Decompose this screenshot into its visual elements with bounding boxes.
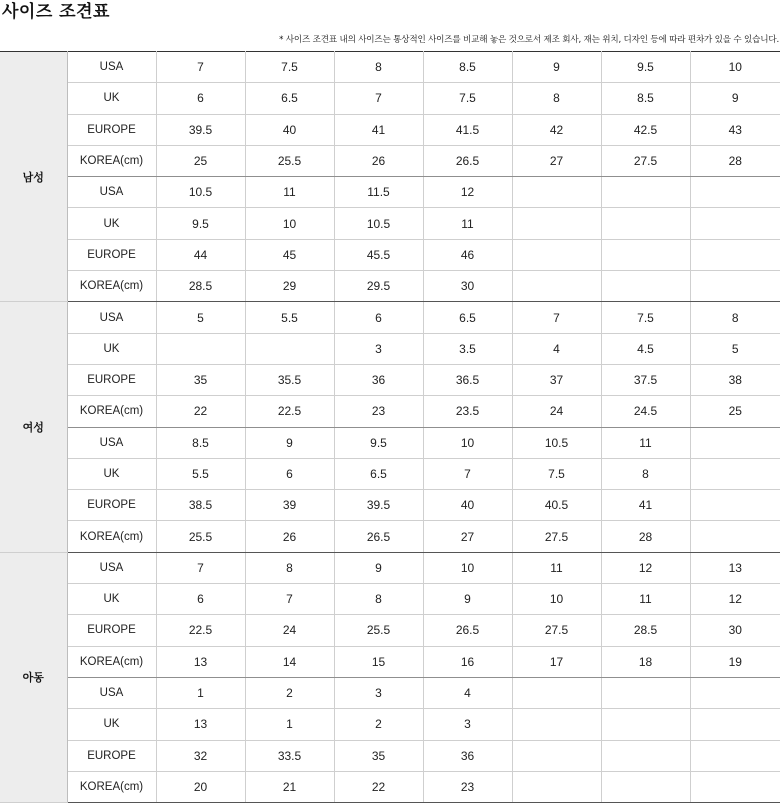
size-value-cell: 6.5 xyxy=(245,83,334,114)
size-value-cell xyxy=(512,771,601,802)
size-value-cell: 20 xyxy=(156,771,245,802)
size-system-label: KOREA(cm) xyxy=(67,521,156,552)
size-value-cell: 9.5 xyxy=(601,52,690,83)
size-value-cell xyxy=(512,208,601,239)
size-value-cell: 28.5 xyxy=(601,615,690,646)
size-value-cell: 26 xyxy=(334,145,423,176)
size-value-cell: 22.5 xyxy=(245,396,334,427)
size-value-cell: 3 xyxy=(334,333,423,364)
size-value-cell: 22 xyxy=(156,396,245,427)
size-value-cell: 40 xyxy=(423,490,512,521)
size-value-cell: 8.5 xyxy=(156,427,245,458)
size-value-cell: 38 xyxy=(690,364,780,395)
size-value-cell: 9.5 xyxy=(156,208,245,239)
table-row xyxy=(0,239,780,270)
table-row xyxy=(0,615,780,646)
size-value-cell: 27 xyxy=(512,145,601,176)
size-value-cell: 42 xyxy=(512,114,601,145)
table-row xyxy=(0,427,780,458)
size-value-cell: 9 xyxy=(423,584,512,615)
size-system-label: KOREA(cm) xyxy=(67,271,156,302)
size-chart-body xyxy=(0,52,780,803)
size-value-cell: 38.5 xyxy=(156,490,245,521)
size-value-cell: 8.5 xyxy=(423,52,512,83)
size-value-cell: 27.5 xyxy=(512,521,601,552)
size-value-cell: 5 xyxy=(690,333,780,364)
size-value-cell: 11 xyxy=(512,552,601,583)
size-system-label: UK xyxy=(67,333,156,364)
size-value-cell: 7 xyxy=(156,552,245,583)
size-value-cell: 10 xyxy=(690,52,780,83)
size-value-cell: 27 xyxy=(423,521,512,552)
size-value-cell: 26 xyxy=(245,521,334,552)
disclaimer-note: * 사이즈 조견표 내의 사이즈는 통상적인 사이즈를 비교해 놓은 것으로서 제조 회사, 재는 위치, 디자인 등에 따라 편차가 있을 수 있습니다. xyxy=(279,35,779,45)
size-value-cell: 13 xyxy=(156,709,245,740)
group-label: 남성 xyxy=(0,52,67,302)
size-value-cell xyxy=(690,458,780,489)
size-system-label: USA xyxy=(67,52,156,83)
size-system-label: UK xyxy=(67,709,156,740)
table-row xyxy=(0,771,780,802)
size-value-cell: 7.5 xyxy=(245,52,334,83)
size-value-cell: 26.5 xyxy=(423,615,512,646)
size-value-cell: 11 xyxy=(423,208,512,239)
page-title: 사이즈 조견표 xyxy=(2,2,110,22)
size-value-cell: 8.5 xyxy=(601,83,690,114)
size-value-cell xyxy=(690,771,780,802)
size-value-cell: 2 xyxy=(334,709,423,740)
table-row xyxy=(0,364,780,395)
size-value-cell xyxy=(690,177,780,208)
size-value-cell: 6 xyxy=(334,302,423,333)
size-value-cell: 26.5 xyxy=(423,145,512,176)
size-value-cell xyxy=(690,521,780,552)
size-value-cell: 35.5 xyxy=(245,364,334,395)
size-value-cell: 30 xyxy=(690,615,780,646)
size-value-cell xyxy=(690,427,780,458)
size-value-cell: 12 xyxy=(601,552,690,583)
size-value-cell: 11 xyxy=(245,177,334,208)
size-value-cell: 32 xyxy=(156,740,245,771)
group-label: 아동 xyxy=(0,552,67,802)
size-value-cell: 11.5 xyxy=(334,177,423,208)
table-row xyxy=(0,177,780,208)
size-value-cell: 3 xyxy=(334,677,423,708)
size-value-cell: 22 xyxy=(334,771,423,802)
size-system-label: USA xyxy=(67,552,156,583)
size-value-cell: 27.5 xyxy=(601,145,690,176)
table-row xyxy=(0,114,780,145)
size-value-cell: 16 xyxy=(423,646,512,677)
size-value-cell: 25 xyxy=(156,145,245,176)
size-value-cell: 35 xyxy=(334,740,423,771)
size-value-cell: 13 xyxy=(690,552,780,583)
size-system-label: USA xyxy=(67,677,156,708)
size-system-label: EUROPE xyxy=(67,364,156,395)
size-value-cell: 7 xyxy=(512,302,601,333)
size-value-cell xyxy=(156,333,245,364)
table-row xyxy=(0,271,780,302)
size-value-cell: 9 xyxy=(690,83,780,114)
size-value-cell: 29.5 xyxy=(334,271,423,302)
size-value-cell: 1 xyxy=(245,709,334,740)
size-value-cell xyxy=(690,271,780,302)
size-value-cell: 11 xyxy=(601,427,690,458)
size-value-cell: 27.5 xyxy=(512,615,601,646)
table-row xyxy=(0,302,780,333)
size-value-cell: 22.5 xyxy=(156,615,245,646)
size-value-cell: 19 xyxy=(690,646,780,677)
table-row xyxy=(0,646,780,677)
size-value-cell: 18 xyxy=(601,646,690,677)
table-row xyxy=(0,740,780,771)
size-value-cell: 1 xyxy=(156,677,245,708)
table-row xyxy=(0,458,780,489)
size-value-cell: 6.5 xyxy=(423,302,512,333)
size-value-cell xyxy=(690,239,780,270)
size-value-cell: 4 xyxy=(512,333,601,364)
size-value-cell: 10 xyxy=(245,208,334,239)
size-value-cell: 5 xyxy=(156,302,245,333)
size-value-cell: 36 xyxy=(334,364,423,395)
size-value-cell: 7.5 xyxy=(512,458,601,489)
size-value-cell xyxy=(690,677,780,708)
size-system-label: UK xyxy=(67,83,156,114)
size-value-cell xyxy=(245,333,334,364)
size-value-cell xyxy=(512,239,601,270)
size-value-cell: 12 xyxy=(690,584,780,615)
size-value-cell: 8 xyxy=(334,52,423,83)
size-system-label: UK xyxy=(67,584,156,615)
size-value-cell: 46 xyxy=(423,239,512,270)
size-value-cell xyxy=(512,709,601,740)
size-value-cell xyxy=(601,271,690,302)
size-value-cell: 10.5 xyxy=(512,427,601,458)
size-value-cell xyxy=(601,677,690,708)
size-value-cell: 33.5 xyxy=(245,740,334,771)
size-value-cell: 13 xyxy=(156,646,245,677)
size-value-cell: 23 xyxy=(423,771,512,802)
size-value-cell xyxy=(690,208,780,239)
size-value-cell: 17 xyxy=(512,646,601,677)
size-system-label: KOREA(cm) xyxy=(67,396,156,427)
size-value-cell: 7 xyxy=(245,584,334,615)
size-value-cell: 28.5 xyxy=(156,271,245,302)
size-value-cell: 45 xyxy=(245,239,334,270)
size-value-cell: 2 xyxy=(245,677,334,708)
size-value-cell xyxy=(690,740,780,771)
size-value-cell: 24 xyxy=(245,615,334,646)
size-system-label: USA xyxy=(67,302,156,333)
size-value-cell xyxy=(512,677,601,708)
size-value-cell: 25.5 xyxy=(334,615,423,646)
size-value-cell: 25.5 xyxy=(245,145,334,176)
size-value-cell: 3 xyxy=(423,709,512,740)
table-row xyxy=(0,83,780,114)
size-system-label: USA xyxy=(67,427,156,458)
size-value-cell: 36.5 xyxy=(423,364,512,395)
table-row xyxy=(0,208,780,239)
size-system-label: EUROPE xyxy=(67,239,156,270)
table-row xyxy=(0,709,780,740)
size-value-cell: 41 xyxy=(601,490,690,521)
size-value-cell: 25 xyxy=(690,396,780,427)
size-value-cell: 24 xyxy=(512,396,601,427)
size-value-cell: 4 xyxy=(423,677,512,708)
size-value-cell: 9 xyxy=(334,552,423,583)
size-system-label: UK xyxy=(67,208,156,239)
size-value-cell: 7 xyxy=(156,52,245,83)
size-value-cell xyxy=(601,177,690,208)
size-value-cell: 28 xyxy=(690,145,780,176)
size-value-cell: 35 xyxy=(156,364,245,395)
size-value-cell: 40.5 xyxy=(512,490,601,521)
table-row xyxy=(0,677,780,708)
size-value-cell xyxy=(601,709,690,740)
size-value-cell: 21 xyxy=(245,771,334,802)
size-value-cell: 28 xyxy=(601,521,690,552)
size-value-cell: 6 xyxy=(156,83,245,114)
size-value-cell: 44 xyxy=(156,239,245,270)
size-value-cell: 36 xyxy=(423,740,512,771)
table-row xyxy=(0,490,780,521)
size-value-cell: 11 xyxy=(601,584,690,615)
size-value-cell xyxy=(512,740,601,771)
size-value-cell: 10.5 xyxy=(334,208,423,239)
size-value-cell: 14 xyxy=(245,646,334,677)
size-value-cell: 10 xyxy=(512,584,601,615)
size-system-label: EUROPE xyxy=(67,740,156,771)
table-row xyxy=(0,145,780,176)
size-value-cell: 30 xyxy=(423,271,512,302)
size-system-label: EUROPE xyxy=(67,615,156,646)
size-value-cell: 39.5 xyxy=(156,114,245,145)
size-value-cell: 6 xyxy=(156,584,245,615)
size-value-cell: 25.5 xyxy=(156,521,245,552)
size-value-cell xyxy=(512,177,601,208)
size-value-cell: 12 xyxy=(423,177,512,208)
size-value-cell: 37 xyxy=(512,364,601,395)
table-row xyxy=(0,333,780,364)
size-value-cell: 45.5 xyxy=(334,239,423,270)
size-value-cell: 10 xyxy=(423,427,512,458)
size-value-cell: 3.5 xyxy=(423,333,512,364)
size-value-cell: 23 xyxy=(334,396,423,427)
table-row xyxy=(0,396,780,427)
size-system-label: USA xyxy=(67,177,156,208)
size-system-label: EUROPE xyxy=(67,114,156,145)
size-value-cell: 29 xyxy=(245,271,334,302)
size-system-label: KOREA(cm) xyxy=(67,145,156,176)
size-value-cell: 39 xyxy=(245,490,334,521)
size-system-label: UK xyxy=(67,458,156,489)
size-value-cell xyxy=(601,239,690,270)
size-value-cell xyxy=(601,740,690,771)
size-value-cell xyxy=(690,490,780,521)
size-value-cell: 8 xyxy=(690,302,780,333)
size-value-cell: 8 xyxy=(512,83,601,114)
size-value-cell: 15 xyxy=(334,646,423,677)
size-value-cell: 8 xyxy=(245,552,334,583)
table-row xyxy=(0,552,780,583)
size-value-cell: 43 xyxy=(690,114,780,145)
size-value-cell: 9 xyxy=(512,52,601,83)
size-value-cell xyxy=(601,208,690,239)
size-value-cell: 41 xyxy=(334,114,423,145)
size-value-cell: 24.5 xyxy=(601,396,690,427)
size-value-cell: 6 xyxy=(245,458,334,489)
size-value-cell xyxy=(690,709,780,740)
size-chart-table xyxy=(0,51,780,803)
size-value-cell: 8 xyxy=(601,458,690,489)
size-value-cell: 37.5 xyxy=(601,364,690,395)
size-system-label: KOREA(cm) xyxy=(67,771,156,802)
size-value-cell: 42.5 xyxy=(601,114,690,145)
table-row xyxy=(0,584,780,615)
size-value-cell: 9 xyxy=(245,427,334,458)
size-value-cell: 40 xyxy=(245,114,334,145)
size-value-cell xyxy=(601,771,690,802)
size-system-label: KOREA(cm) xyxy=(67,646,156,677)
size-value-cell: 5.5 xyxy=(156,458,245,489)
size-value-cell: 8 xyxy=(334,584,423,615)
size-value-cell: 39.5 xyxy=(334,490,423,521)
size-value-cell: 5.5 xyxy=(245,302,334,333)
size-value-cell: 4.5 xyxy=(601,333,690,364)
size-value-cell: 26.5 xyxy=(334,521,423,552)
size-value-cell: 10 xyxy=(423,552,512,583)
group-label: 여성 xyxy=(0,302,67,552)
size-value-cell: 7 xyxy=(334,83,423,114)
size-value-cell xyxy=(512,271,601,302)
size-value-cell: 6.5 xyxy=(334,458,423,489)
size-value-cell: 7 xyxy=(423,458,512,489)
size-value-cell: 7.5 xyxy=(601,302,690,333)
size-value-cell: 7.5 xyxy=(423,83,512,114)
size-value-cell: 23.5 xyxy=(423,396,512,427)
size-system-label: EUROPE xyxy=(67,490,156,521)
table-row xyxy=(0,521,780,552)
table-row xyxy=(0,52,780,83)
size-value-cell: 10.5 xyxy=(156,177,245,208)
size-value-cell: 41.5 xyxy=(423,114,512,145)
size-value-cell: 9.5 xyxy=(334,427,423,458)
